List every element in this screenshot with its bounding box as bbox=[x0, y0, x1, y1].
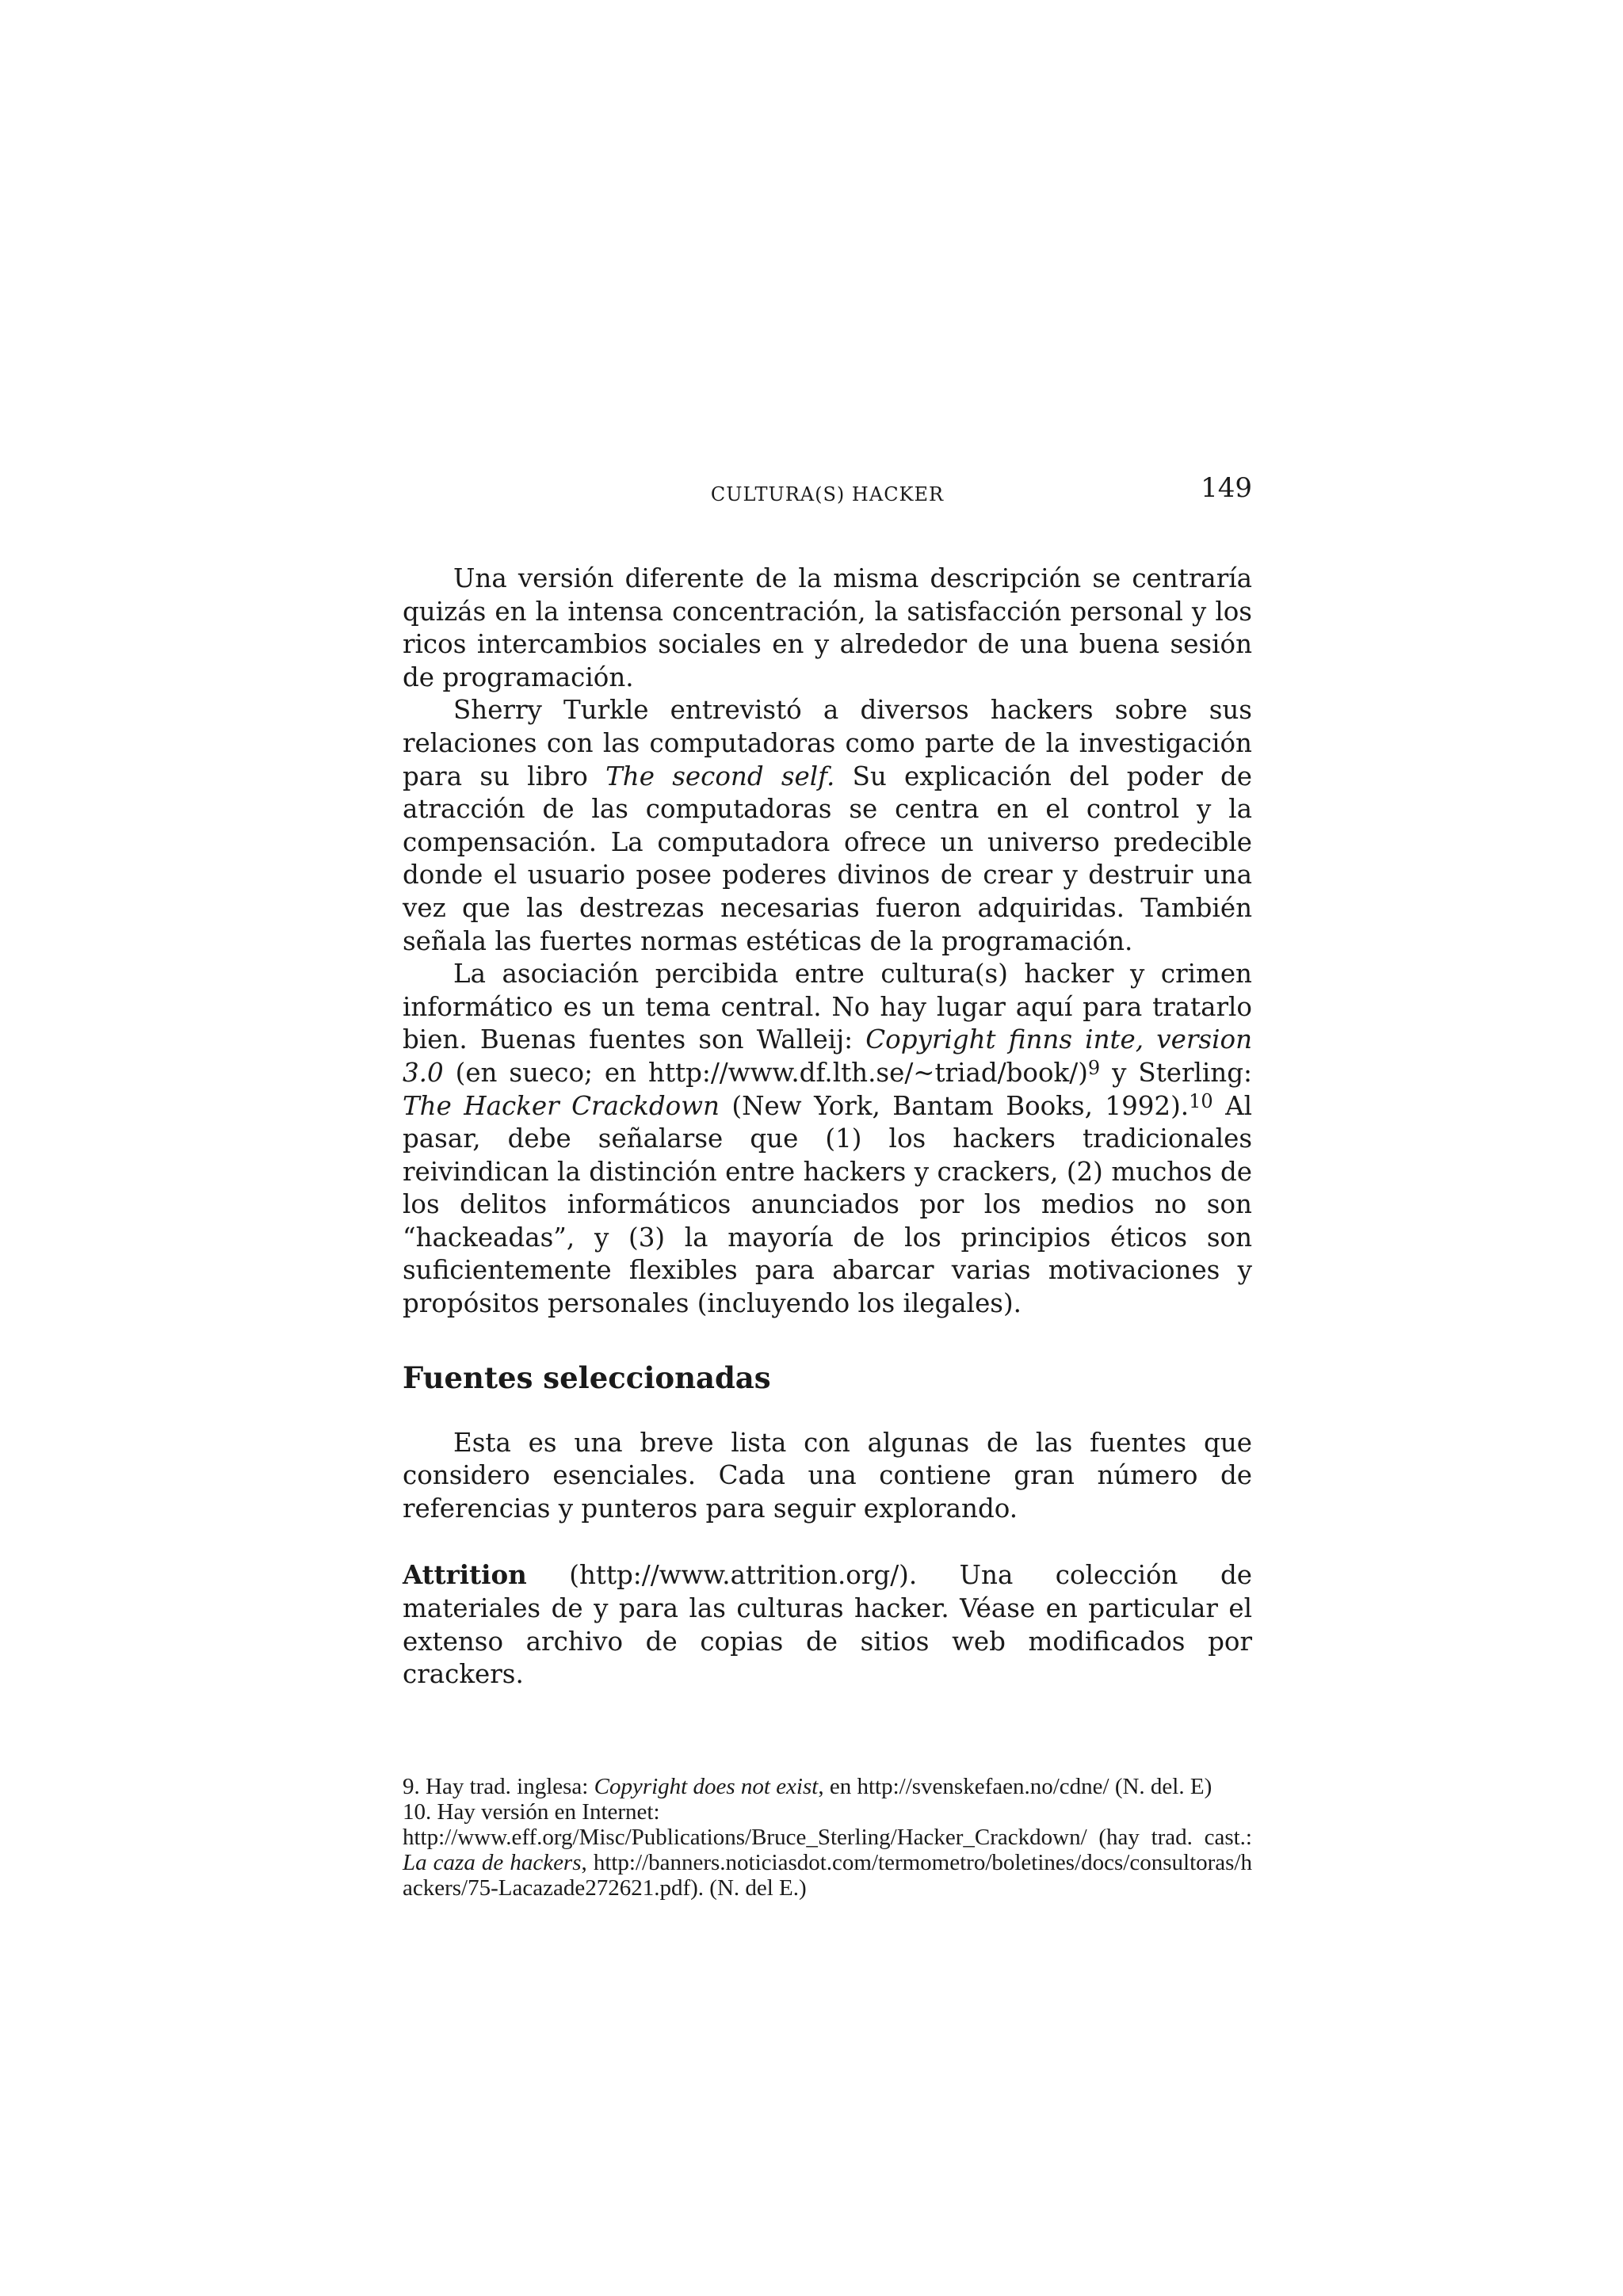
source-entry-text: (http://www.attrition.org/). Una colección de materiales de y para las culturas hacker. Véase en particular el extenso archivo de copias de sitios web modificados por crackers. bbox=[403, 1560, 1252, 1690]
paragraph-3 bbox=[403, 958, 1252, 1321]
paragraph-3-text-e: Al pasar, debe señalarse que (1) los hackers tradicionales reivindican la distinción entre hackers y crackers, (2) muchos de los delitos informáticos anunciados por los medios no son “hackeadas”, y (3) la mayoría de los principios éticos son suficientemente flexibles para abarcar varias motivaciones y propósitos personales (incluyendo los ilegales). bbox=[403, 1090, 1253, 1319]
section-intro bbox=[403, 1427, 1252, 1526]
footnote-10-line-1: 10. Hay versión en Internet: bbox=[403, 1798, 660, 1825]
source-entry-paragraph bbox=[403, 1558, 1252, 1691]
paragraph-3-text-b: (en sueco; en http://www.df.lth.se/~triad/book/) bbox=[443, 1057, 1088, 1088]
footnote-9-text-a: 9. Hay trad. inglesa: bbox=[403, 1773, 594, 1799]
source-entry-attrition bbox=[403, 1558, 1252, 1691]
footnote-10-text-b: , http://banners.noticiasdot.com/termometro/boletines/docs/consultoras/hackers/75-Lacazade272621.pdf). (N. del E.) bbox=[403, 1849, 1252, 1901]
running-title: CULTURA(S) HACKER bbox=[710, 483, 945, 505]
section-intro-paragraph: Esta es una breve lista con algunas de las fuentes que considero esenciales. Cada una contiene gran número de referencias y punteros para seguir explorando. bbox=[403, 1427, 1252, 1524]
paragraph-3-text-a: La asociación percibida entre cultura(s) hacker y crimen informático es un tema central. No hay lugar aquí para tratarlo bien. Buenas fuentes son Walleij: bbox=[403, 959, 1252, 1055]
paragraph-2-text-a: Sherry Turkle entrevistó a diversos hackers sobre sus relaciones con las computadoras como parte de la investigación para su libro bbox=[403, 695, 1252, 791]
paragraph-3-text-c: y Sterling: bbox=[1100, 1057, 1252, 1088]
paragraph-1-text: Una versión diferente de la misma descripción se centraría quizás en la intensa concentración, la satisfacción personal y los ricos intercambios sociales en y alrededor de una buena sesión de programación. bbox=[403, 563, 1252, 692]
footnote-9-text-b: , en http://svenskefaen.no/cdne/ (N. del. E) bbox=[818, 1773, 1212, 1799]
book-title-second-self: The second self. bbox=[605, 761, 835, 791]
footnote-10 bbox=[403, 1825, 1252, 1901]
running-header bbox=[403, 472, 1252, 510]
footnotes bbox=[403, 1774, 1252, 1901]
footnote-ref-10: 10 bbox=[1189, 1089, 1213, 1112]
book-title-hacker-crackdown: The Hacker Crackdown bbox=[403, 1090, 720, 1121]
page-number: 149 bbox=[1201, 472, 1252, 504]
footnote-10-title: La caza de hackers bbox=[403, 1849, 582, 1875]
footnote-9 bbox=[403, 1774, 1252, 1799]
book-page bbox=[403, 472, 1252, 1901]
footnote-ref-9: 9 bbox=[1087, 1056, 1101, 1079]
body-text bbox=[403, 563, 1252, 1321]
footnote-9-title: Copyright does not exist bbox=[594, 1773, 819, 1799]
paragraph-2-text-b: Su explicación del poder de atracción de las computadoras se centra en el control y la compensación. La computadora ofrece un universo predecible donde el usuario posee poderes divinos de crear y destruir una vez que las destrezas necesarias fueron adquiridas. También señala las fuertes normas estéticas de la programación. bbox=[403, 761, 1253, 956]
paragraph-1 bbox=[403, 563, 1252, 694]
source-entry-name: Attrition bbox=[403, 1559, 527, 1591]
paragraph-3-text-d: (New York, Bantam Books, 1992). bbox=[719, 1090, 1190, 1121]
section-heading: Fuentes seleccionadas bbox=[403, 1360, 771, 1395]
footnote-10-text-a: http://www.eff.org/Misc/Publications/Bruce_Sterling/Hacker_Crackdown/ (hay trad. cast.: bbox=[403, 1824, 1252, 1850]
book-title-copyright-finns-inte: Copyright finns inte, version 3.0 bbox=[403, 1024, 1252, 1088]
paragraph-2 bbox=[403, 694, 1252, 958]
